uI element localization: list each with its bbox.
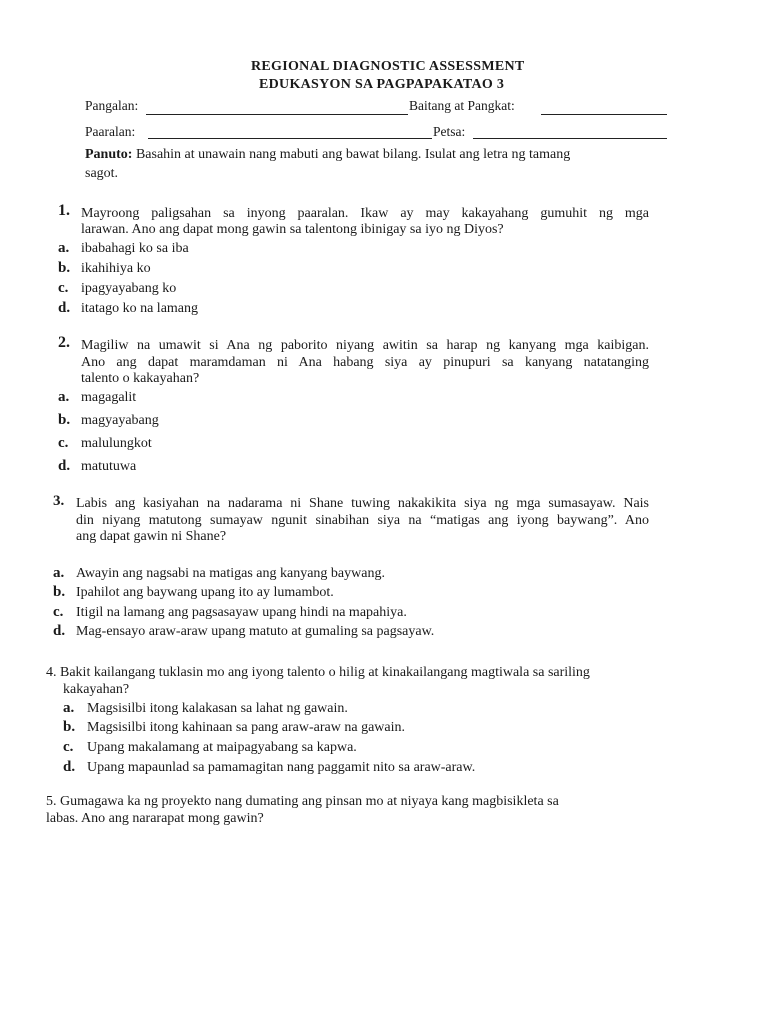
choice-text: malulungkot — [81, 436, 152, 451]
question-3-line-1: Labis ang kasiyahan na nadarama ni Shane tuwing nakakikita siya ng mga sumasayaw. Nais — [76, 496, 649, 511]
instructions — [85, 147, 570, 163]
question-4-line-1 — [46, 665, 590, 681]
choice-letter: c. — [63, 739, 74, 755]
baitang-label: Baitang at Pangkat: — [409, 98, 515, 113]
choice-letter: b. — [58, 260, 71, 276]
choice-text: Upang makalamang at maipagyabang sa kapwa. — [87, 740, 357, 755]
choice-text: Magsisilbi itong kalakasan sa lahat ng gawain. — [87, 701, 348, 716]
pangalan-label: Pangalan: — [85, 98, 139, 113]
choice-text: Mag-ensayo araw-araw upang matuto at gumaling sa pagsayaw. — [76, 624, 435, 639]
choice-text: Ipahilot ang baywang upang ito ay lumambot. — [76, 585, 334, 600]
choice-letter: c. — [58, 435, 69, 451]
choice-letter: a. — [53, 565, 65, 581]
choice-text: magagalit — [81, 390, 137, 405]
instructions-line-2: sagot. — [85, 166, 119, 181]
choice-letter: b. — [58, 412, 71, 428]
question-5-line-1 — [46, 794, 559, 810]
choice-letter: b. — [63, 719, 76, 735]
choice-letter: c. — [58, 280, 69, 296]
choice-letter: c. — [53, 604, 64, 620]
petsa-label: Petsa: — [433, 124, 466, 139]
question-2-line-2: Ano ang dapat maramdaman ni Ana habang siya ay pinupuri sa kanyang natatanging — [81, 355, 649, 370]
choice-text: Upang mapaunlad sa pamamagitan nang paggamit nito sa araw-araw. — [87, 760, 476, 775]
choice-text: itatago ko na lamang — [81, 301, 199, 316]
petsa-line[interactable] — [473, 138, 667, 139]
choice-text: magyayabang — [81, 413, 159, 428]
question-1-line-1: Mayroong paligsahan sa inyong paaralan. Ikaw ay may kakayahang gumuhit ng mga — [81, 206, 649, 221]
instructions-line-1: Basahin at unawain nang mabuti ang bawat bilang. Isulat ang letra ng tamang — [135, 147, 571, 162]
choice-letter: b. — [53, 584, 66, 600]
question-5-text: Gumagawa ka ng proyekto nang dumating ang pinsan mo at niyaya kang magbisikleta sa — [60, 794, 559, 809]
choice-text: ipagyayabang ko — [81, 281, 177, 296]
choice-letter: d. — [58, 300, 71, 316]
choice-letter: a. — [58, 240, 70, 256]
paaralan-label: Paaralan: — [85, 124, 136, 139]
choice-text: Awayin ang nagsabi na matigas ang kanyang baywang. — [76, 566, 385, 581]
choice-text: Itigil na lamang ang pagsasayaw upang hindi na mapahiya. — [76, 605, 407, 620]
question-number: 3. — [53, 493, 65, 509]
question-4-line-2: kakayahan? — [63, 682, 130, 697]
choice-letter: d. — [58, 458, 71, 474]
question-number: 5. — [46, 794, 57, 809]
question-2-line-1: Magiliw na umawit si Ana ng paborito niyang awitin sa harap ng kanyang mga kaibigan. — [81, 338, 649, 353]
question-number: 4. — [46, 665, 57, 680]
subject-title: EDUKASYON SA PAGPAPAKATAO 3 — [259, 77, 505, 92]
pangalan-line[interactable] — [146, 114, 408, 115]
paaralan-line[interactable] — [148, 138, 432, 139]
question-number: 1. — [58, 202, 70, 219]
instructions-label: Panuto: — [85, 147, 133, 162]
choice-text: ikahihiya ko — [81, 261, 151, 276]
baitang-line[interactable] — [541, 114, 667, 115]
question-number: 2. — [58, 334, 70, 351]
choice-letter: a. — [58, 389, 70, 405]
choice-letter: d. — [63, 759, 76, 775]
choice-text: matutuwa — [81, 459, 137, 474]
assessment-title: REGIONAL DIAGNOSTIC ASSESSMENT — [251, 59, 525, 74]
question-3-line-3: ang dapat gawin ni Shane? — [76, 529, 227, 544]
question-1-line-2: larawan. Ano ang dapat mong gawin sa talentong ibinigay sa iyo ng Diyos? — [81, 222, 504, 237]
question-4-text: Bakit kailangang tuklasin mo ang iyong talento o hilig at kinakailangang magtiwala sa sariling — [60, 665, 590, 680]
question-5-line-2: labas. Ano ang nararapat mong gawin? — [46, 811, 264, 826]
choice-text: ibabahagi ko sa iba — [81, 241, 189, 256]
choice-text: Magsisilbi itong kahinaan sa pang araw-araw na gawain. — [87, 720, 406, 735]
question-2-line-3: talento o kakayahan? — [81, 371, 200, 386]
question-3-line-2: din niyang matutong sumayaw ngunit sinabihan siya na “matigas ang iyong baywang”. Ano — [76, 513, 649, 528]
choice-letter: d. — [53, 623, 66, 639]
choice-letter: a. — [63, 700, 75, 716]
